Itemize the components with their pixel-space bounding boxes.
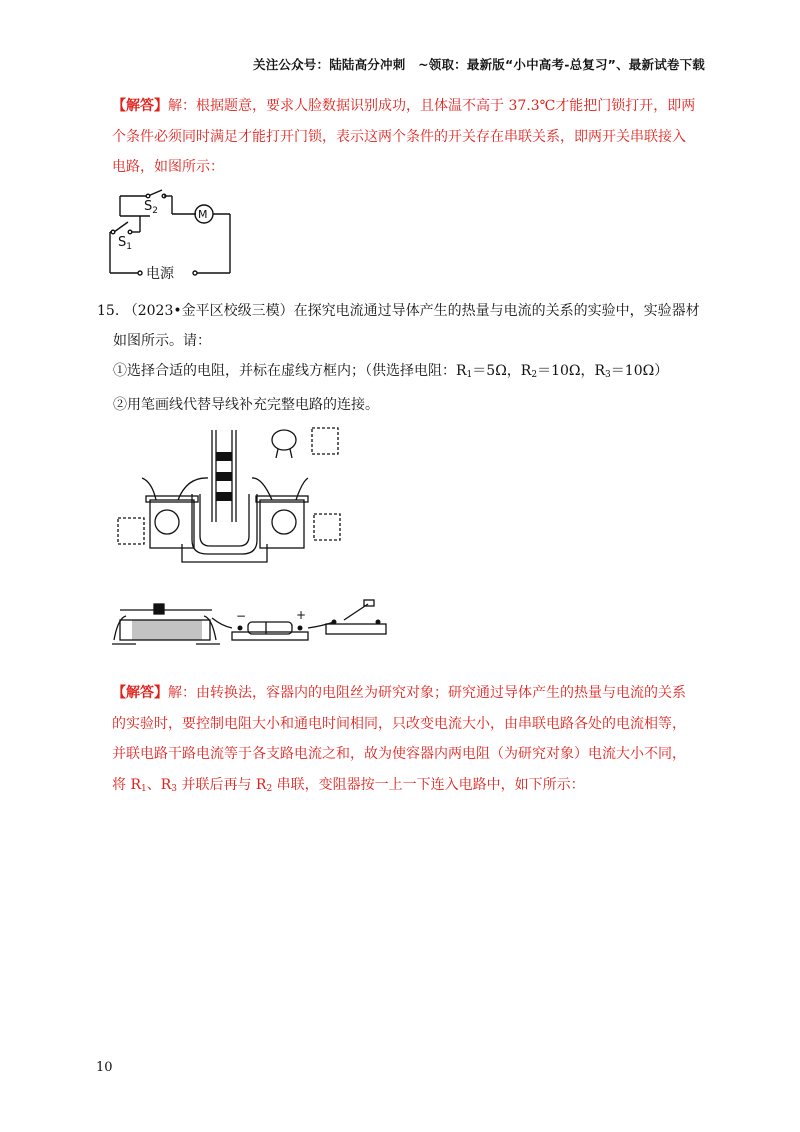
motor-label: M	[198, 208, 208, 221]
answer-15-line-1: 解：由转换法，容器内的电阻丝为研究对象；研究通过导体产生的热量与电流的关系	[168, 685, 686, 701]
question-15-line-1	[97, 296, 712, 326]
answer-tag: 【解答】	[112, 98, 168, 114]
battery-plus-label: +	[296, 608, 307, 622]
answer-14	[112, 91, 712, 183]
question-15-item-1: ①选择合适的电阻，并标在虚线方框内；（供选择电阻：$R_1=5\Omega$，$R_2=10\Omega$，$R_3=10\Omega$）	[113, 363, 669, 380]
answer-14-line-2: 个条件必须同时满足才能打开门锁，表示这两个条件的开关存在串联关系，即两开关串联接入	[112, 128, 686, 145]
series-switch-circuit-diagram	[100, 188, 240, 283]
rheostat-battery-switch-apparatus	[112, 598, 392, 653]
answer-tag: 【解答】	[112, 685, 168, 701]
answer-15-line-2: 的实验时，要控制电阻大小和通电时间相同，只改变电流大小，由串联电路各处的电流相等，	[112, 715, 686, 732]
answer-14-line-3: 电路，如图所示：	[112, 159, 224, 175]
question-15-item-2: ②用笔画线代替导线补充完整电路的连接。	[113, 397, 379, 413]
page-number: 10	[96, 1060, 113, 1075]
answer-14-line-1: 解：根据题意，要求人脸数据识别成功，且体温不高于 37.3℃才能把门锁打开，即两	[168, 98, 696, 114]
answer-15-line-4: 将 $R_1$、$R_3$ 并联后再与 $R_2$ 串联，变阻器按一上一下连入电路中，如下所示：	[112, 776, 585, 794]
question-number: 15.	[97, 303, 120, 319]
question-source: （2023•金平区校级三模）	[123, 303, 294, 319]
question-15-line-2: 如图所示。请：	[113, 333, 211, 349]
question-15-text: 在探究电流通过导体产生的热量与电流的关系的实验中，实验器材	[293, 303, 700, 319]
switch-s1-label: $S_1$	[118, 235, 132, 252]
answer-15-line-3: 并联电路干路电流等于各支路电流之和，故为使容器内两电阻（为研究对象）电流大小不同，	[112, 746, 686, 762]
page-header: 关注公众号：陆陆高分冲刺 ~领取：最新版“小中高考-总复习”、最新试卷下载	[253, 57, 705, 72]
u-tube-container-apparatus	[112, 422, 352, 572]
battery-minus-label: −	[236, 609, 247, 623]
switch-s2-label: $S_2$	[144, 199, 158, 216]
answer-15	[112, 678, 712, 804]
power-source-label: 电源	[146, 266, 174, 282]
question-15	[97, 296, 712, 420]
